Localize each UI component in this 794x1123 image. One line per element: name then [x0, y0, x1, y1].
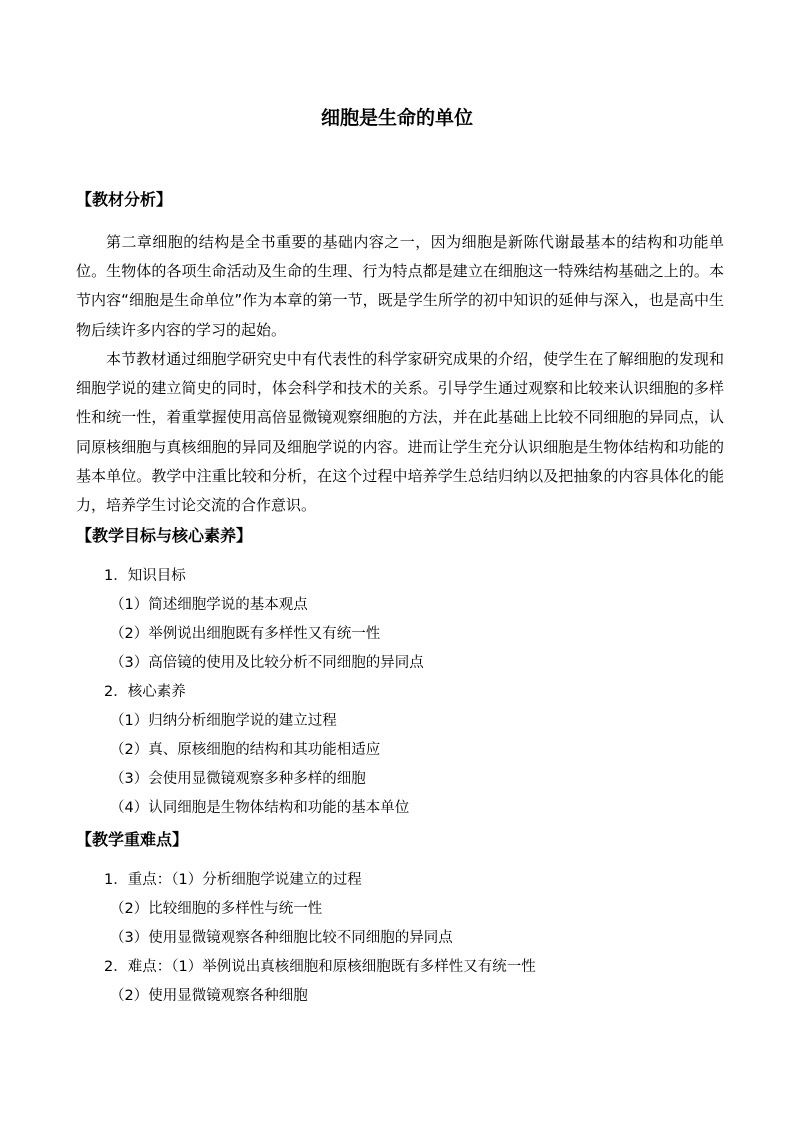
analysis-paragraph-2: 本节教材通过细胞学研究史中有代表性的科学家研究成果的介绍，使学生在了解细胞的发现和细胞学说的建立简史的同时，体会科学和技术的关系。引导学生通过观察和比较来认识细胞的多样性和统一性，着重掌握使用高倍显微镜观察细胞的方法，并在此基础上比较不同细胞的异同点，认同原核细胞与真核细胞的异同及细胞学说的内容。进而让学生充分认识细胞是生物体结构和功能的基本单位。教学中注重比较和分析，在这个过程中培养学生总结归纳以及把抽象的内容具体化的能力，培养学生讨论交流的合作意识。 — [76, 350, 724, 515]
goals-line: （2）真、原核细胞的结构和其功能相适应 — [110, 742, 381, 758]
goals-line: （3）会使用显微镜观察多种多样的细胞 — [110, 771, 366, 787]
keypoints-line: （3）使用显微镜观察各种细胞比较不同细胞的异同点 — [110, 930, 453, 946]
keypoints-line: （2）使用显微镜观察各种细胞 — [110, 988, 308, 1004]
goals-line: （2）举例说出细胞既有多样性又有统一性 — [110, 626, 381, 642]
goals-line: （1）归纳分析细胞学说的建立过程 — [110, 713, 337, 729]
analysis-paragraph-1: 第二章细胞的结构是全书重要的基础内容之一，因为细胞是新陈代谢最基本的结构和功能单位。生物体的各项生命活动及生命的生理、行为特点都是建立在细胞这一特殊结构基础之上的。本节内容“细胞是生命单位”作为本章的第一节，既是学生所学的初中知识的延伸与深入，也是高中生物后续许多内容的学习的起始。 — [76, 233, 724, 339]
goals-line: 2．核心素养 — [104, 684, 186, 700]
goals-line: （4）认同细胞是生物体结构和功能的基本单位 — [110, 800, 410, 816]
goals-line: （3）高倍镜的使用及比较分析不同细胞的异同点 — [110, 655, 424, 671]
section-heading-keypoints: 【教学重难点】 — [76, 830, 189, 849]
keypoints-line: （2）比较细胞的多样性与统一性 — [110, 901, 323, 917]
keypoints-line: 1．重点：（1）分析细胞学说建立的过程 — [104, 872, 362, 888]
keypoints-line: 2．难点：（1）举例说出真核细胞和原核细胞既有多样性又有统一性 — [104, 959, 536, 975]
goals-line: 1．知识目标 — [104, 568, 186, 584]
section-heading-goals: 【教学目标与核心素养】 — [76, 526, 253, 545]
section-heading-analysis: 【教材分析】 — [76, 190, 173, 209]
document-title: 细胞是生命的单位 — [320, 107, 473, 129]
goals-line: （1）简述细胞学说的基本观点 — [110, 597, 308, 613]
